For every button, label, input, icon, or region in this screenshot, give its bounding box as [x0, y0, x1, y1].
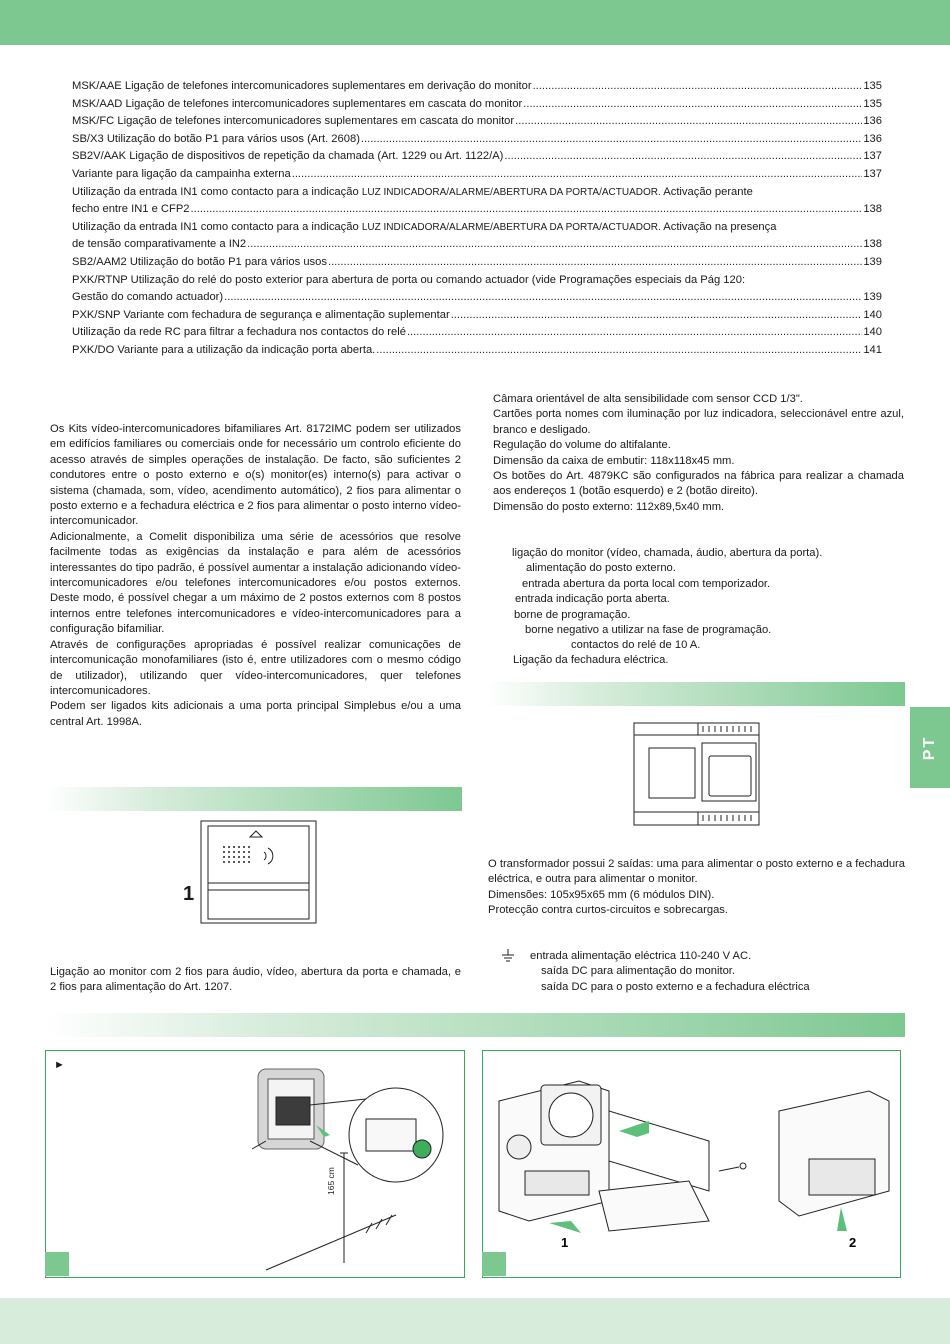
intro-paragraph: Adicionalmente, a Comelit disponibiliza uma série de acessórios que resolve facilmente todas as exigências da instalação e para além de acessórios interessantes do tipo padrão, é possível aumentar a instalação adicionando vídeo-intercomunicadores e/ou telefones intercomunicadores e/ou postos externos. Deste modo, é possível chegar a um máximo de 2 postos externos com 8 postos internos entre telefones intercomunicadores e vídeo-intercomunicadores para a configuração bifamiliar. [50, 530, 461, 636]
toc-entry-first-line: PXK/RTNP Utilização do relé do posto exterior para abertura de porta ou comando actuador (vide Programações especiais da Pág 120: [72, 273, 746, 286]
toc-row[interactable]: MSK/AAE Ligação de telefones intercomunicadores suplementares em derivação do monitor ..... 135 [72, 78, 882, 96]
bullet-icon: ► [54, 1059, 65, 1071]
toc-row[interactable]: SB2V/AAK Ligação de dispositivos de repetição da chamada (Art. 1229 ou Art. 1122/A) ..... 137 [72, 148, 882, 166]
toc-row[interactable]: PXK/SNP Variante com fechadura de segurança e alimentação suplementar ..... 140 [72, 307, 882, 325]
monitor-text: Ligação ao monitor com 2 fios para áudio, vídeo, abertura da porta e chamada, e 2 fios para alimentação do Art. 1207. [50, 966, 461, 994]
intro-paragraph: Podem ser ligados kits adicionais a uma porta principal Simplebus e/ou a uma central Art. 1998A. [50, 700, 461, 728]
feature-line: Dimensão do posto externo: 112x89,5x40 mm. [493, 500, 725, 513]
feature-line: Regulação do volume do altifalante. [493, 439, 671, 452]
terminal-line: alimentação do posto externo. [526, 562, 676, 574]
terminal-line: Ligação da fechadura eléctrica. [513, 654, 669, 666]
toc-row[interactable]: PXK/DO Variante para a utilização da indicação porta aberta. ..... 141 [72, 342, 882, 360]
terminal-line: borne de programação. [514, 609, 631, 621]
top-banner [0, 0, 950, 45]
installation-panel-right [482, 1050, 901, 1278]
panel-corner [482, 1252, 506, 1276]
table-of-contents [72, 78, 882, 360]
toc-entry-first-line: Utilização da entrada IN1 como contacto para a indicação LUZ INDICADORA/ALARME/ABERTURA DA PORTA/ACTUADOR. Activação perante [72, 185, 753, 198]
toc-entry-first-line: Utilização da entrada IN1 como contacto para a indicação LUZ INDICADORA/ALARME/ABERTURA DA PORTA/ACTUADOR. Activação na presença [72, 220, 777, 233]
ground-icon [500, 948, 516, 964]
transformer-line: Protecção contra curtos-circuitos e sobrecargas. [488, 904, 729, 917]
toc-row[interactable]: Utilização da rede RC para filtrar a fechadura nos contactos do relé ..... 140 [72, 324, 882, 342]
toc-row[interactable]: fecho entre IN1 e CFP2 ..... 138 [72, 201, 882, 219]
feature-line: Dimensão da caixa de embutir: 118x118x45 mm. [493, 454, 735, 467]
section-header-bar [487, 682, 905, 706]
section-header-bar [45, 787, 462, 811]
height-label: 165 cm [326, 1167, 336, 1195]
intro-text [50, 422, 461, 730]
door-panel-drawing [200, 820, 317, 924]
terminal-line: contactos do relé de 10 A. [571, 639, 701, 651]
transformer-line: O transformador possui 2 saídas: uma para alimentar o posto externo e a fechadura eléctrica, e outra para alimentar o monitor. [488, 858, 905, 886]
intro-paragraph: Através de configurações apropriadas é possível realizar comunicações de intercomunicação monofamiliares (isto é, entre utilizadores com o mesmo código de utilizador), utilizando quer vídeo-intercomunicadores, quer telefones intercomunicadores. [50, 638, 461, 697]
terminal-line: ligação do monitor (vídeo, chamada, áudio, abertura da porta). [512, 547, 823, 559]
transformer-terminal: saída DC para alimentação do monitor. [541, 965, 736, 977]
toc-row[interactable]: SB/X3 Utilização do botão P1 para vários usos (Art. 2608) ..... 136 [72, 131, 882, 149]
toc-row[interactable]: MSK/FC Ligação de telefones intercomunicadores suplementares em cascata do monitor ..... 136 [72, 113, 882, 131]
feature-line: Cartões porta nomes com iluminação por luz indicadora, seleccionável entre azul, branco e desligado. [493, 408, 904, 436]
feature-line: Os botões do Art. 4879KC são configurados na fábrica para realizar a chamada aos endereços 1 (botão esquerdo) e 2 (botão direito). [493, 470, 904, 498]
transformer-terminal: entrada alimentação eléctrica 110-240 V AC. [530, 950, 752, 962]
section-header-bar [45, 1013, 905, 1037]
terminal-line: borne negativo a utilizar na fase de programação. [525, 624, 772, 636]
features-text [493, 392, 904, 515]
feature-line: Câmara orientável de alta sensibilidade com sensor CCD 1/3". [493, 393, 803, 405]
panel-corner [45, 1252, 69, 1276]
installation-panel-left [45, 1050, 465, 1278]
terminal-line: entrada indicação porta aberta. [515, 593, 670, 605]
module-assembly-drawing [489, 1071, 894, 1251]
mounting-height-drawing [246, 1065, 458, 1275]
transformer-drawing [633, 722, 760, 826]
toc-row[interactable]: Gestão do comando actuador) ..... 139 [72, 289, 882, 307]
toc-row[interactable]: MSK/AAD Ligação de telefones intercomunicadores suplementares em cascata do monitor ..... 135 [72, 96, 882, 114]
step-2-label: 2 [849, 1235, 857, 1250]
transformer-text [488, 857, 905, 919]
transformer-terminal: saída DC para o posto externo e a fechadura eléctrica [541, 981, 810, 993]
language-tab[interactable]: PT [910, 707, 950, 788]
toc-row[interactable]: de tensão comparativamente a IN2 ..... 138 [72, 236, 882, 254]
figure-label: 1 [183, 883, 195, 905]
bottom-banner [0, 1298, 950, 1344]
step-1-label: 1 [561, 1235, 569, 1250]
terminal-line: entrada abertura da porta local com temporizador. [522, 578, 771, 590]
toc-row[interactable]: SB2/AAM2 Utilização do botão P1 para vários usos ..... 139 [72, 254, 882, 272]
transformer-line: Dimensões: 105x95x65 mm (6 módulos DIN). [488, 888, 715, 901]
intro-paragraph: Os Kits vídeo-intercomunicadores bifamiliares Art. 8172IMC podem ser utilizados em edifícios familiares ou comerciais onde for necessário um controlo eficiente do acesso através de simples operações de instalação. De facto, são suficientes 2 condutores entre o posto externo e o(s) monitor(es) interno(s) para activar o sistema (chamada, som, vídeo, acendimento automático), 2 fios para alimentar o posto externo e a fechadura eléctrica e 2 fios para alimentar o posto interno vídeo-intercomunicador. [50, 423, 461, 528]
toc-row[interactable]: Variante para ligação da campainha externa ..... 137 [72, 166, 882, 184]
